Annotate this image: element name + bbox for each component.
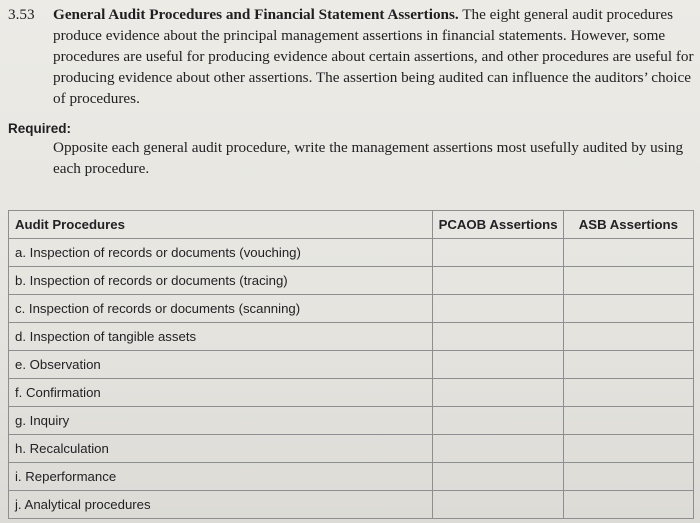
table-row — [9, 267, 694, 295]
table-row — [9, 295, 694, 323]
asb-assertion-cell[interactable] — [563, 435, 693, 463]
pcaob-assertion-cell[interactable] — [433, 267, 563, 295]
required-label: Required: — [8, 121, 72, 136]
required-text: Opposite each general audit procedure, write the management assertions most usefully audited by using each procedure. — [53, 139, 684, 177]
pcaob-assertion-cell[interactable] — [433, 239, 563, 267]
procedure-cell: e. Observation — [9, 351, 433, 379]
table-row — [9, 351, 694, 379]
pcaob-assertion-cell[interactable] — [433, 407, 563, 435]
asb-assertion-cell[interactable] — [563, 491, 693, 519]
asb-assertion-cell[interactable] — [563, 351, 693, 379]
table-row — [9, 379, 694, 407]
problem-body — [53, 4, 696, 109]
table-row — [9, 239, 694, 267]
asb-assertion-cell[interactable] — [563, 239, 693, 267]
pcaob-assertion-cell[interactable] — [433, 463, 563, 491]
asb-assertion-cell[interactable] — [563, 267, 693, 295]
procedure-cell: a. Inspection of records or documents (vouching) — [9, 239, 433, 267]
asb-assertion-cell[interactable] — [563, 295, 693, 323]
problem-number: 3.53 — [8, 6, 35, 23]
pcaob-assertion-cell[interactable] — [433, 379, 563, 407]
pcaob-assertion-cell[interactable] — [433, 351, 563, 379]
procedure-cell: i. Reperformance — [9, 463, 433, 491]
procedure-cell: c. Inspection of records or documents (scanning) — [9, 295, 433, 323]
pcaob-assertion-cell[interactable] — [433, 323, 563, 351]
pcaob-assertion-cell[interactable] — [433, 295, 563, 323]
table-header-row — [9, 211, 694, 239]
pcaob-assertion-cell[interactable] — [433, 491, 563, 519]
procedure-cell: d. Inspection of tangible assets — [9, 323, 433, 351]
asb-assertion-cell[interactable] — [563, 463, 693, 491]
problem-statement — [8, 4, 696, 109]
header-pcaob-assertions: PCAOB Assertions — [433, 211, 563, 239]
problem-text: The eight general audit procedures produce evidence about the principal management assertions in financial statements. However, some procedures are useful for producing evidence about certain assertions, and other procedures are useful for producing evidence about other assertions. The assertion being audited can influence the auditors’ choice of procedures. — [53, 6, 694, 107]
procedure-cell: h. Recalculation — [9, 435, 433, 463]
asb-assertion-cell[interactable] — [563, 323, 693, 351]
table-row — [9, 491, 694, 519]
procedure-cell: b. Inspection of records or documents (tracing) — [9, 267, 433, 295]
procedure-cell: g. Inquiry — [9, 407, 433, 435]
table-row — [9, 323, 694, 351]
table-row — [9, 407, 694, 435]
asb-assertion-cell[interactable] — [563, 407, 693, 435]
procedure-cell: j. Analytical procedures — [9, 491, 433, 519]
asb-assertion-cell[interactable] — [563, 379, 693, 407]
header-asb-assertions: ASB Assertions — [563, 211, 693, 239]
table-row — [9, 463, 694, 491]
pcaob-assertion-cell[interactable] — [433, 435, 563, 463]
procedure-cell: f. Confirmation — [9, 379, 433, 407]
audit-procedures-table — [8, 210, 694, 519]
table-row — [9, 435, 694, 463]
problem-title: General Audit Procedures and Financial Statement Assertions. — [53, 6, 459, 23]
header-audit-procedures: Audit Procedures — [9, 211, 433, 239]
